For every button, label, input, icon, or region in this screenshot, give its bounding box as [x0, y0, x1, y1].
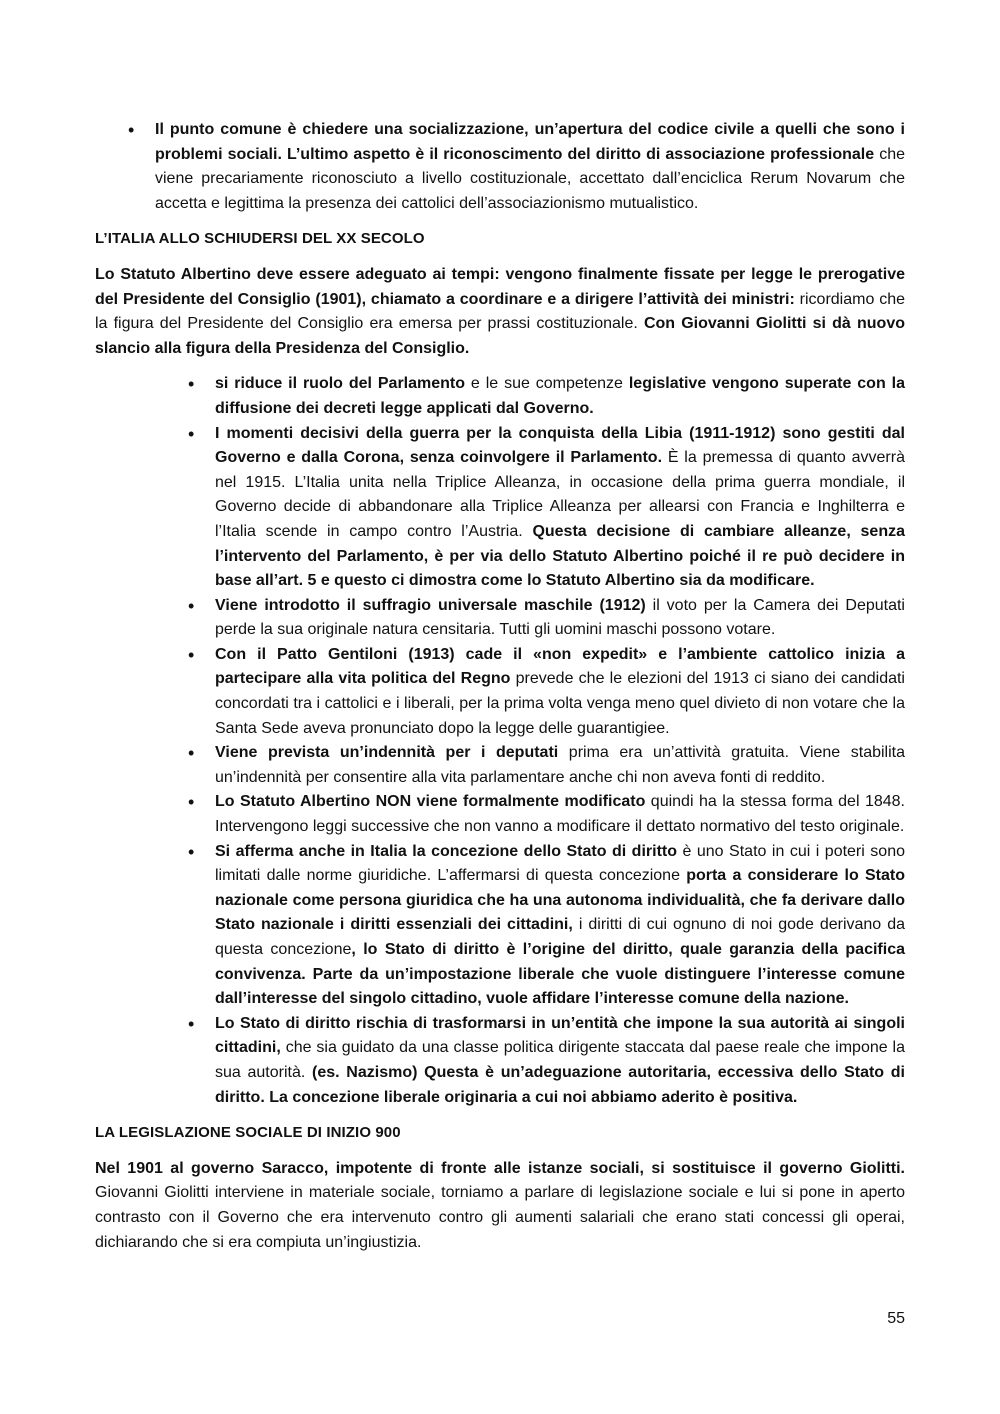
list-item: [215, 643, 905, 741]
page-number: 55: [887, 1310, 905, 1327]
text-run: i diritti di cui ognuno di noi gode derivano da questa concezione: [215, 916, 906, 958]
section-heading: L’ITALIA ALLO SCHIUDERSI DEL XX SECOLO: [95, 230, 425, 248]
list-item: [215, 790, 905, 839]
text-run: È la premessa di quanto avverrà nel 1915. L’Italia unita nella Triplice Alleanza, in occasione della prima guerra mondiale, il Governo decide di abbandonare alla Triplice Alleanza per allearsi con Francia e Inghilterra e l’Italia scende in campo contro l’Austria.: [215, 449, 905, 540]
bullet-list-main: [95, 372, 905, 1110]
bold-run: , lo Stato di diritto è l’origine del diritto, quale garanzia della pacifica convivenza. Parte da un’impostazione liberale che vuole distinguere l’interesse comune dall’interesse del singolo cittadino, vuole affidare l’interesse comune della nazione.: [215, 941, 905, 1008]
list-item: [215, 1012, 905, 1110]
bold-run: Lo Statuto Albertino deve essere adeguato ai tempi: vengono finalmente fissate per legge le prerogative del Presidente del Consiglio (1901), chiamato a coordinare e a dirigere l’attività dei ministri:: [95, 265, 905, 308]
text-run: prima era un’attività gratuita. Viene stabilita un’indennità per consentire alla vita parlamentare anche chi non aveva fonti di reddito.: [215, 744, 906, 786]
bold-run: legislative vengono superate con la diffusione dei decreti legge applicati dal Governo.: [215, 375, 905, 417]
paragraph: [95, 1157, 905, 1255]
bold-run: I momenti decisivi della guerra per la conquista della Libia (1911-1912) sono gestiti dal Governo e dalla Corona, senza coinvolgere il Parlamento.: [215, 424, 905, 467]
text-run: quindi ha la stessa forma del 1848. Intervengono leggi successive che non vanno a modificare il dettato normativo del testo originale.: [215, 793, 905, 836]
list-item: [155, 118, 905, 216]
page-content: [95, 118, 905, 1266]
text-run: che sia guidato da una classe politica dirigente staccata dal paese reale che impone la sua autorità.: [215, 1039, 905, 1081]
bold-run: Viene prevista un’indennità per i deputati: [215, 744, 559, 762]
text-run: è uno Stato in cui i poteri sono limitati dalle norme giuridiche. L’affermarsi di questa concezione: [215, 842, 905, 885]
bullet-list-top: [95, 118, 905, 216]
section-heading: LA LEGISLAZIONE SOCIALE DI INIZIO 900: [95, 1124, 401, 1142]
bold-run: Il punto comune è chiedere una socializzazione, un’apertura del codice civile a quelli che sono i problemi sociali. L’ultimo aspetto è il riconoscimento del diritto di associazione professionale: [155, 121, 905, 163]
text-run: che viene precariamente riconosciuto a livello costituzionale, accettato dall’enciclica Rerum Novarum che accetta e legittima la presenza dei cattolici dell’associazionismo mutualistico.: [155, 145, 905, 212]
list-item: [215, 840, 905, 1012]
bold-run: Viene introdotto il suffragio universale maschile (1912): [215, 596, 646, 614]
bold-run: Lo Statuto Albertino NON viene formalmente modificato: [215, 793, 646, 811]
paragraph: [95, 263, 905, 361]
bold-run: Questa decisione di cambiare alleanze, senza l’intervento del Parlamento, è per via dello Statuto Albertino poiché il re può decidere in base all’art. 5 e questo ci dimostra come lo Statuto Albertino sia da modificare.: [215, 522, 906, 590]
text-run: e le sue competenze: [465, 375, 629, 393]
bold-run: porta a considerare lo Stato nazionale come persona giuridica che ha una autonoma individualità, che fa derivare dallo Stato nazionale i diritti essenziali dei cittadini,: [215, 867, 905, 934]
bold-run: (es. Nazismo) Questa è un’adeguazione autoritaria, eccessiva dello Stato di diritto. La concezione liberale originaria a cui noi abbiamo aderito è positiva.: [215, 1063, 906, 1106]
list-item: [215, 372, 905, 421]
text-run: il voto per la Camera dei Deputati perde la sua originale natura censitaria. Tutti gli uomini maschi possono votare.: [215, 596, 905, 639]
list-item: [215, 422, 905, 594]
bold-run: Nel 1901 al governo Saracco, impotente di fronte alle istanze sociali, si sostituisce il governo Giolitti.: [95, 1159, 905, 1177]
list-item: [215, 741, 905, 790]
bold-run: si riduce il ruolo del Parlamento: [215, 375, 466, 393]
list-item: [215, 594, 905, 643]
text-run: prevede che le elezioni del 1913 ci siano dei candidati concordati tra i cattolici e i liberali, per la prima volta venga meno quel divieto di non votare che la Santa Sede aveva pronunciato dopo la legge delle guarantigiee.: [215, 670, 905, 737]
bold-run: Con il Patto Gentiloni (1913) cade il «non expedit» e l’ambiente cattolico inizia a partecipare alla vita politica del Regno: [215, 645, 905, 688]
bold-run: Si afferma anche in Italia la concezione dello Stato di diritto: [215, 842, 678, 860]
text-run: ricordiamo che la figura del Presidente del Consiglio era emersa per prassi costituzionale.: [95, 290, 906, 333]
text-run: Giovanni Giolitti interviene in materiale sociale, torniamo a parlare di legislazione sociale e lui si pone in aperto contrasto con il Governo che era intervenuto contro gli aumenti salariali che erano stati concessi gli operai, dichiarando che si era compiuta un’ingiustizia.: [95, 1184, 905, 1251]
bold-run: Lo Stato di diritto rischia di trasformarsi in un’entità che impone la sua autorità ai singoli cittadini,: [215, 1014, 905, 1057]
bold-run: Con Giovanni Giolitti si dà nuovo slancio alla figura della Presidenza del Consiglio.: [95, 315, 905, 357]
